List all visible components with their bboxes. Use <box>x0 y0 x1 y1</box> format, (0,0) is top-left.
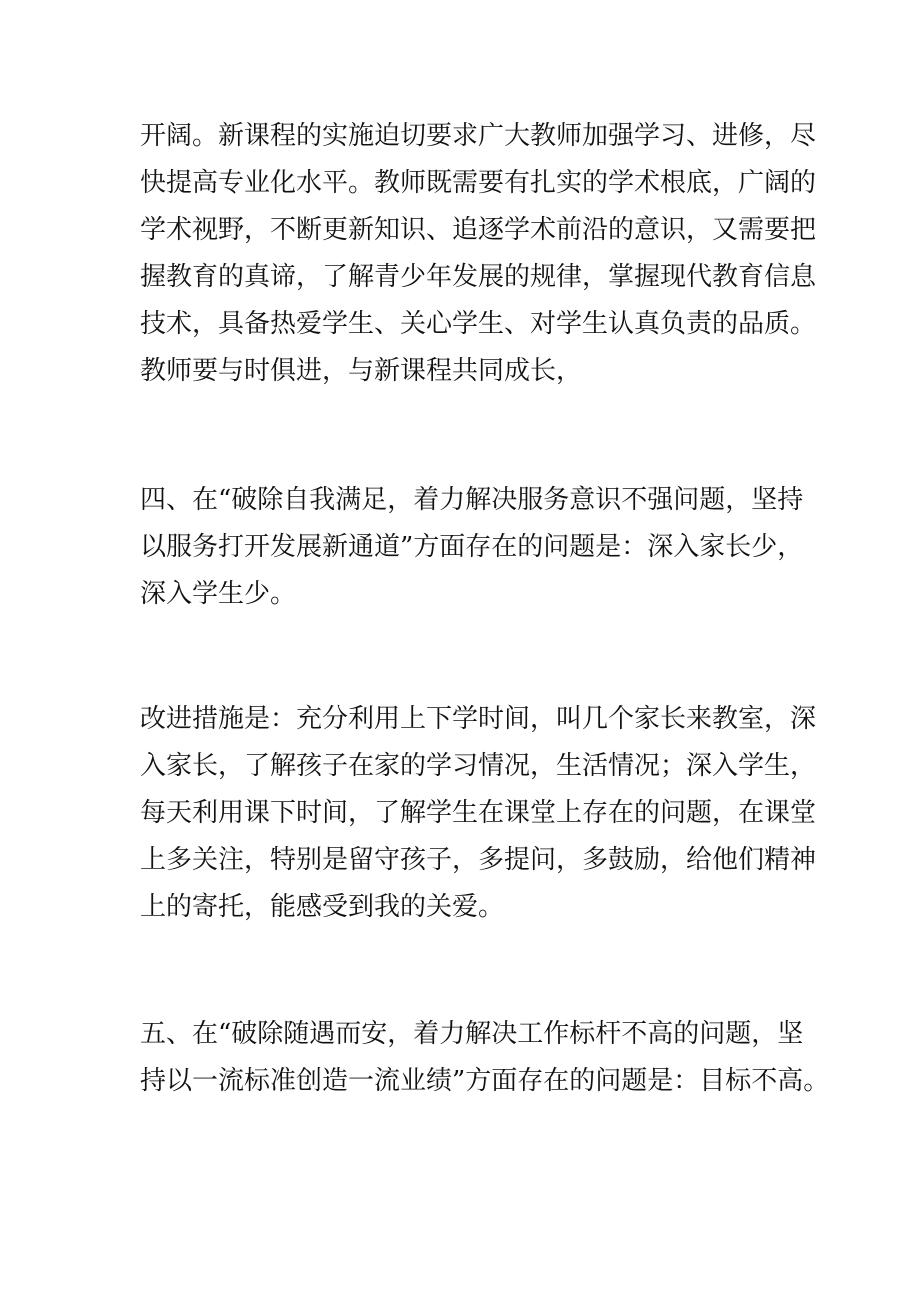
text-line: 四、在“破除自我满足，着力解决服务意识不强问题，坚持 <box>140 485 804 515</box>
text-line: 学术视野，不断更新知识、追逐学术前沿的意识，又需要把 <box>140 215 817 245</box>
paragraph-section-five <box>140 1011 830 1105</box>
text-line: 上的寄托，能感受到我的关爱。 <box>140 892 505 922</box>
paragraph-teacher-development <box>140 113 817 395</box>
text-line: 每天利用课下时间，了解学生在课堂上存在的问题，在课堂 <box>140 798 817 828</box>
text-line: 技术，具备热爱学生、关心学生、对学生认真负责的品质。 <box>140 309 817 339</box>
text-line: 持以一流标准创造一流业绩”方面存在的问题是：目标不高。 <box>140 1066 830 1096</box>
text-line: 深入学生少。 <box>140 579 297 609</box>
text-line: 上多关注，特别是留守孩子，多提问，多鼓励，给他们精神 <box>140 845 817 875</box>
text-line: 五、在“破除随遇而安，着力解决工作标杆不高的问题，坚 <box>140 1019 804 1049</box>
text-line: 以服务打开发展新通道”方面存在的问题是：深入家长少， <box>140 532 804 562</box>
text-line: 快提高专业化水平。教师既需要有扎实的学术根底，广阔的 <box>140 168 817 198</box>
text-line: 改进措施是：充分利用上下学时间，叫几个家长来教室，深 <box>140 704 817 734</box>
paragraph-section-four <box>140 477 804 618</box>
paragraph-improvement-measures <box>140 696 817 931</box>
text-line: 入家长，了解孩子在家的学习情况，生活情况；深入学生， <box>140 751 817 781</box>
text-line: 握教育的真谛，了解青少年发展的规律，掌握现代教育信息 <box>140 262 817 292</box>
text-line: 开阔。新课程的实施迫切要求广大教师加强学习、进修，尽 <box>140 121 817 151</box>
text-line: 教师要与时俱进，与新课程共同成长， <box>140 356 583 386</box>
